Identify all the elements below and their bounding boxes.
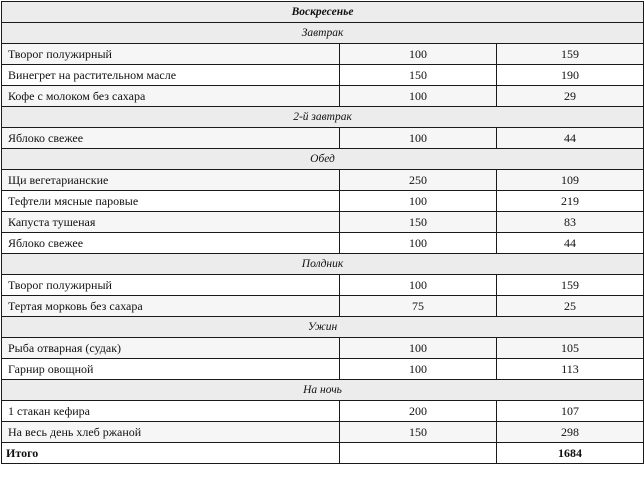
meal-section-header <box>2 149 644 170</box>
total-kcal: 1684 <box>497 443 644 464</box>
meal-title: 2-й завтрак <box>2 107 644 128</box>
food-kcal: 219 <box>497 191 644 212</box>
total-row <box>2 443 644 464</box>
table-row <box>2 296 644 317</box>
food-name: Кофе с молоком без сахара <box>2 86 340 107</box>
food-weight: 100 <box>340 233 497 254</box>
food-name: Тертая морковь без сахара <box>2 296 340 317</box>
food-weight: 100 <box>340 338 497 359</box>
food-weight: 100 <box>340 44 497 65</box>
table-row <box>2 191 644 212</box>
food-weight: 200 <box>340 401 497 422</box>
day-header-row <box>2 2 644 23</box>
table-row <box>2 233 644 254</box>
meal-section-header <box>2 254 644 275</box>
food-name: Рыба отварная (судак) <box>2 338 340 359</box>
food-kcal: 44 <box>497 233 644 254</box>
table-row <box>2 422 644 443</box>
food-kcal: 190 <box>497 65 644 86</box>
food-weight: 250 <box>340 170 497 191</box>
food-weight: 75 <box>340 296 497 317</box>
food-weight: 100 <box>340 275 497 296</box>
meal-title: Обед <box>2 149 644 170</box>
food-weight: 100 <box>340 359 497 380</box>
food-kcal: 298 <box>497 422 644 443</box>
meal-section-header <box>2 107 644 128</box>
food-kcal: 29 <box>497 86 644 107</box>
food-name: Творог полужирный <box>2 275 340 296</box>
food-kcal: 105 <box>497 338 644 359</box>
table-row <box>2 212 644 233</box>
food-name: 1 стакан кефира <box>2 401 340 422</box>
food-weight: 100 <box>340 128 497 149</box>
food-kcal: 25 <box>497 296 644 317</box>
table-row <box>2 65 644 86</box>
meal-title: На ночь <box>2 380 644 401</box>
food-kcal: 83 <box>497 212 644 233</box>
food-kcal: 113 <box>497 359 644 380</box>
table-row <box>2 275 644 296</box>
food-kcal: 109 <box>497 170 644 191</box>
total-weight <box>340 443 497 464</box>
food-weight: 100 <box>340 86 497 107</box>
table-row <box>2 338 644 359</box>
meal-section-header <box>2 380 644 401</box>
food-name: Гарнир овощной <box>2 359 340 380</box>
menu-table-body <box>2 2 644 464</box>
daily-menu-table <box>1 1 644 464</box>
table-row <box>2 44 644 65</box>
food-name: Тефтели мясные паровые <box>2 191 340 212</box>
table-row <box>2 128 644 149</box>
meal-section-header <box>2 23 644 44</box>
food-name: Творог полужирный <box>2 44 340 65</box>
food-name: Яблоко свежее <box>2 233 340 254</box>
food-name: Яблоко свежее <box>2 128 340 149</box>
meal-title: Ужин <box>2 317 644 338</box>
food-kcal: 159 <box>497 275 644 296</box>
table-row <box>2 86 644 107</box>
meal-title: Завтрак <box>2 23 644 44</box>
food-weight: 150 <box>340 422 497 443</box>
food-name: На весь день хлеб ржаной <box>2 422 340 443</box>
food-name: Щи вегетарианские <box>2 170 340 191</box>
table-row <box>2 170 644 191</box>
table-row <box>2 401 644 422</box>
food-weight: 150 <box>340 65 497 86</box>
table-row <box>2 359 644 380</box>
food-kcal: 44 <box>497 128 644 149</box>
food-weight: 150 <box>340 212 497 233</box>
meal-section-header <box>2 317 644 338</box>
food-name: Капуста тушеная <box>2 212 340 233</box>
food-kcal: 107 <box>497 401 644 422</box>
day-title: Воскресенье <box>2 2 644 23</box>
meal-title: Полдник <box>2 254 644 275</box>
food-kcal: 159 <box>497 44 644 65</box>
food-name: Винегрет на растительном масле <box>2 65 340 86</box>
total-label: Итого <box>2 443 340 464</box>
food-weight: 100 <box>340 191 497 212</box>
